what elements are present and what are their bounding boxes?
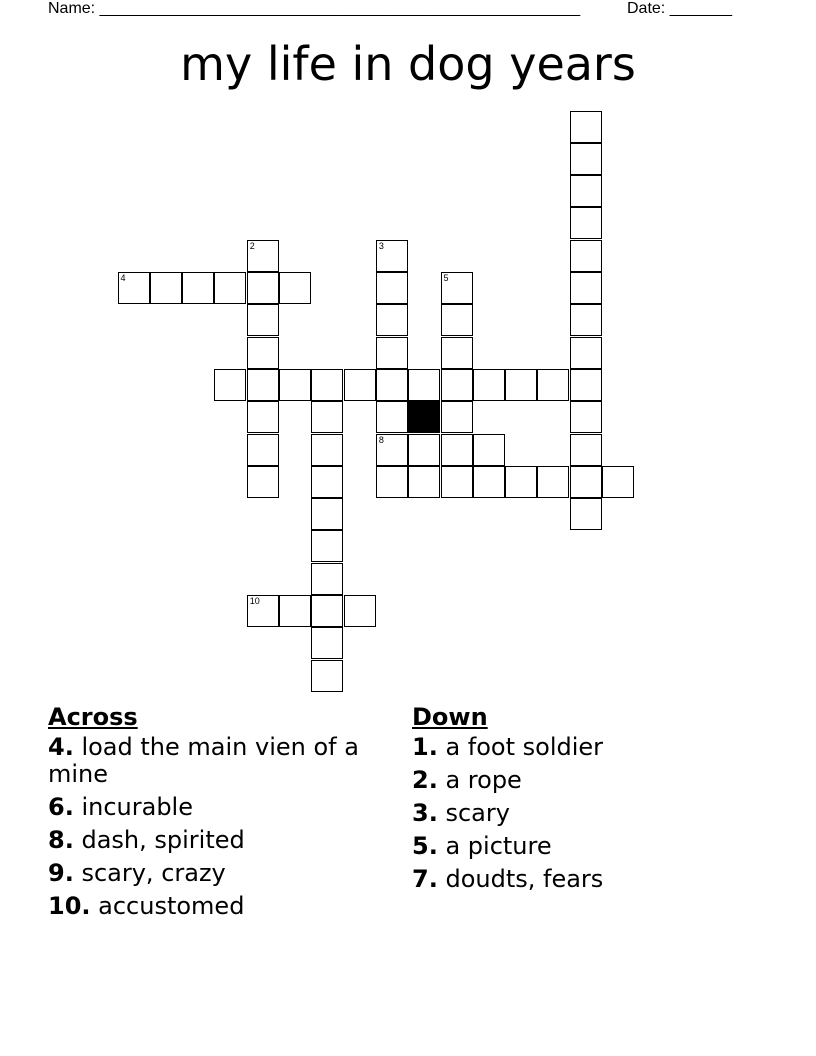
grid-cell[interactable] [279, 272, 311, 304]
down-heading: Down [412, 703, 488, 731]
grid-cell[interactable] [376, 401, 408, 433]
grid-cell[interactable] [473, 466, 505, 498]
grid-cell[interactable] [473, 434, 505, 466]
grid-cell[interactable] [247, 337, 279, 369]
grid-cell[interactable] [376, 434, 408, 466]
grid-cell[interactable] [182, 272, 214, 304]
grid-cell[interactable] [118, 272, 150, 304]
clue-text: load the main vien of a mine [48, 733, 359, 788]
grid-cell[interactable] [311, 401, 343, 433]
clue-number: 7. [412, 865, 438, 893]
grid-cell[interactable] [311, 660, 343, 692]
clue-number-label: 5 [443, 273, 449, 283]
grid-cell[interactable] [247, 240, 279, 272]
grid-block-cell [408, 401, 440, 433]
name-field-label: Name: ______________________________________________________ [48, 0, 581, 17]
grid-cell[interactable] [441, 369, 473, 401]
grid-cell[interactable] [441, 272, 473, 304]
clue-number: 6. [48, 793, 74, 821]
across-clue [48, 893, 378, 920]
grid-cell[interactable] [570, 240, 602, 272]
grid-cell[interactable] [570, 272, 602, 304]
clue-number-label: 2 [249, 240, 255, 251]
clue-text: dash, spirited [73, 826, 245, 854]
clue-text: scary [437, 799, 510, 827]
across-clue [48, 860, 378, 887]
grid-cell[interactable] [570, 466, 602, 498]
grid-cell[interactable] [441, 304, 473, 336]
across-clues [48, 700, 378, 926]
grid-cell[interactable] [247, 466, 279, 498]
grid-cell[interactable] [214, 369, 246, 401]
grid-cell[interactable] [376, 369, 408, 401]
grid-cell[interactable] [537, 369, 569, 401]
grid-cell[interactable] [408, 466, 440, 498]
down-clues [412, 700, 742, 899]
down-clue [412, 800, 742, 827]
clue-number: 4. [48, 733, 74, 761]
puzzle-title: my life in dog years [180, 37, 636, 91]
grid-cell[interactable] [247, 304, 279, 336]
grid-cell[interactable] [150, 272, 182, 304]
grid-cell[interactable] [505, 369, 537, 401]
grid-cell[interactable] [247, 272, 279, 304]
grid-cell[interactable] [311, 434, 343, 466]
grid-cell[interactable] [247, 595, 279, 627]
grid-cell[interactable] [376, 337, 408, 369]
grid-cell[interactable] [441, 337, 473, 369]
clue-text: doudts, fears [437, 865, 604, 893]
grid-cell[interactable] [376, 272, 408, 304]
clue-number-label: 10 [249, 596, 260, 606]
grid-cell[interactable] [311, 498, 343, 530]
grid-cell[interactable] [473, 369, 505, 401]
grid-cell[interactable] [247, 434, 279, 466]
grid-cell[interactable] [344, 369, 376, 401]
grid-cell[interactable] [311, 466, 343, 498]
clue-number: 10. [48, 892, 91, 920]
grid-cell[interactable] [311, 530, 343, 562]
clue-text: scary, crazy [73, 859, 226, 887]
clue-number: 2. [412, 766, 438, 794]
grid-cell[interactable] [311, 563, 343, 595]
grid-cell[interactable] [441, 401, 473, 433]
grid-cell[interactable] [247, 401, 279, 433]
grid-cell[interactable] [408, 369, 440, 401]
grid-cell[interactable] [311, 595, 343, 627]
grid-cell[interactable] [570, 207, 602, 239]
clue-number-label: 4 [120, 273, 126, 283]
grid-cell[interactable] [311, 627, 343, 659]
clue-number: 9. [48, 859, 74, 887]
down-clue [412, 833, 742, 860]
clue-number-label: 8 [378, 434, 384, 445]
grid-cell[interactable] [214, 272, 246, 304]
across-clue [48, 794, 378, 821]
across-clue [48, 827, 378, 854]
clue-text: a picture [437, 832, 552, 860]
grid-cell[interactable] [570, 175, 602, 207]
across-heading: Across [48, 703, 138, 731]
grid-cell[interactable] [441, 434, 473, 466]
clue-number: 1. [412, 733, 438, 761]
grid-cell[interactable] [570, 304, 602, 336]
grid-cell[interactable] [376, 466, 408, 498]
clue-text: incurable [73, 793, 193, 821]
grid-cell[interactable] [311, 369, 343, 401]
grid-cell[interactable] [247, 369, 279, 401]
grid-cell[interactable] [376, 304, 408, 336]
grid-cell[interactable] [344, 595, 376, 627]
grid-cell[interactable] [570, 143, 602, 175]
clue-number: 3. [412, 799, 438, 827]
down-clue [412, 866, 742, 893]
down-clue [412, 767, 742, 794]
grid-cell[interactable] [376, 240, 408, 272]
date-field-label: Date: _______ [627, 0, 732, 17]
grid-cell[interactable] [408, 434, 440, 466]
grid-cell[interactable] [570, 434, 602, 466]
clue-number: 5. [412, 832, 438, 860]
grid-cell[interactable] [441, 466, 473, 498]
grid-cell[interactable] [279, 595, 311, 627]
grid-cell[interactable] [570, 369, 602, 401]
clue-text: a rope [437, 766, 522, 794]
across-clue [48, 734, 378, 788]
grid-cell[interactable] [505, 466, 537, 498]
grid-cell[interactable] [570, 337, 602, 369]
down-clue [412, 734, 742, 761]
grid-cell[interactable] [570, 498, 602, 530]
grid-cell[interactable] [602, 466, 634, 498]
grid-cell[interactable] [570, 111, 602, 143]
grid-cell[interactable] [570, 401, 602, 433]
grid-cell[interactable] [279, 369, 311, 401]
clue-text: accustomed [90, 892, 245, 920]
clue-number: 8. [48, 826, 74, 854]
clue-number-label: 3 [378, 240, 384, 251]
clue-text: a foot soldier [437, 733, 604, 761]
grid-cell[interactable] [537, 466, 569, 498]
